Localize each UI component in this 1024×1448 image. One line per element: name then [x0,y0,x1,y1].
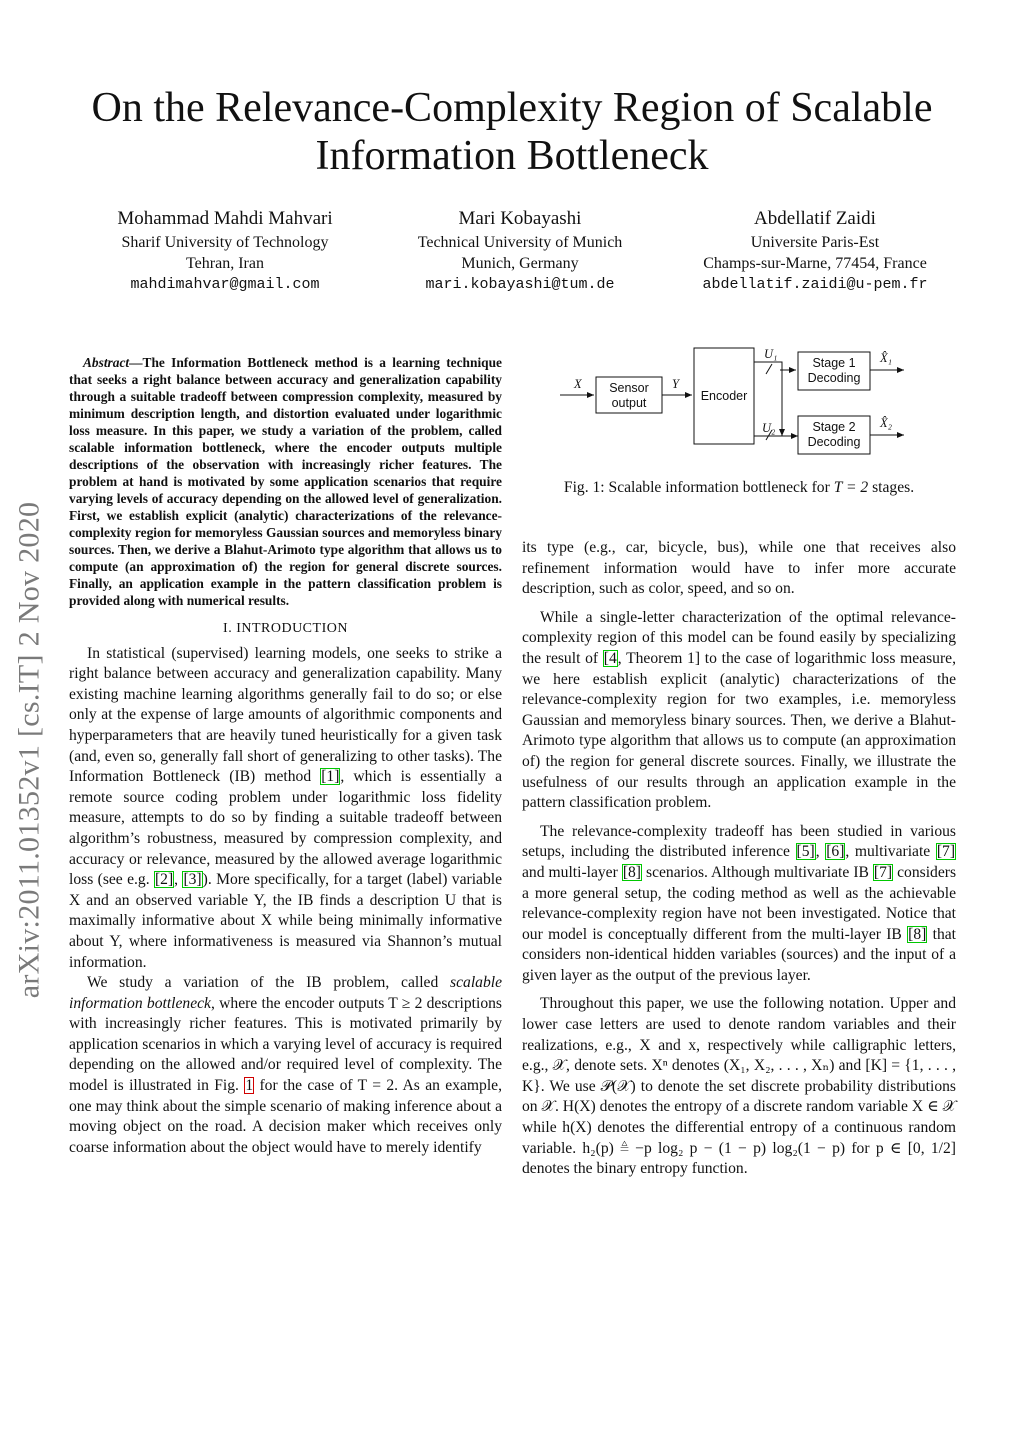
text-run: and multi-layer [522,863,622,881]
citation-link[interactable]: [8] [622,863,641,881]
abstract-text: —The Information Bottleneck method is a learning technique that seeks a right balance between accuracy and generalization capability through a suitable tradeoff between compression complexity, measured by minimum description length, and distortion evaluated under logarithmic loss measure. In this paper, we study a variation of the problem, called scalable information bottleneck, where the encoder outputs multiple descriptions of the observation with increasingly richer features. The problem at hand is motivated by some application scenarios that require varying levels of accuracy depending on the allowed level of generalization. First, we establish explicit (analytic) characterizations of the relevance-complexity region for memoryless Gaussian sources and memoryless binary sources. Then, we derive a Blahut-Arimoto type algorithm that allows us to compute (an approximation of) the region for general discrete sources. Finally, an application example in the pattern classification problem is provided along with numerical results. [69,355,502,608]
paper-title [60,84,964,180]
section-heading: I. INTRODUCTION [223,621,348,636]
author-email: mari.kobayashi@tum.de [425,276,615,293]
author-affiliation: Technical University of Munich [417,234,623,251]
citation-link[interactable]: [1] [321,768,340,786]
author-name: Mohammad Mahdi Mahvari [117,208,333,229]
figure-link[interactable]: 1 [245,1077,254,1095]
text-run: , [815,843,826,861]
author-name: Abdellatif Zaidi [754,208,876,229]
text-run: , multivariate [845,843,936,861]
author-affiliation: Universite Paris-Est [750,234,880,251]
intro-paragraph-2 [69,973,502,1158]
citation-link[interactable]: [4 [603,649,617,667]
arxiv-id: arXiv:2011.01352v1 [cs.IT] 2 Nov 2020 [12,501,46,999]
text-run: , Theorem 1] to the case of logarithmic loss measure, we here establish explicit (analytic) characterizations of the relevance-complexity region for two examples, i.e. memoryless Gaussian and memoryless binary sources. Then, we derive a Blahut-Arimoto type algorithm that allows us to compute (an approximation of) the region for general discrete sources. Finally, we illustrate the usefulness of our results through an application example in the pattern classification problem. [522,649,956,812]
citation-link[interactable]: [8] [908,925,927,943]
citation-link[interactable]: [5] [796,843,815,861]
author-2 [375,206,665,296]
text-run: considers a more general setup, the coding method as well as the achievable relevance-complexity region have not been investigated. Notice that our model is conceptually different from the multi-layer IB [522,863,957,943]
intro-paragraph-4 [522,822,956,987]
label-x: X [574,377,582,391]
emphasis: scalable information bottleneck [69,974,502,1012]
caption-variable: T = 2 [833,479,869,496]
text-run: In statistical (supervised) learning models, one seeks to strike a right balance between accuracy and generalization capability. Many existing machine learning algorithms generally fail to do so; or else only at the expense of large amounts of algorithmic components and hyperparameters that are heavily tuned heuristically for a given task (and, even so, generally fall short of generalizing to other tasks). The Information Bottleneck (IB) method [69,644,502,786]
sensor-label-1: Sensor [609,381,649,395]
citation-link[interactable]: [2] [154,871,174,889]
encoder-label: Encoder [700,389,748,403]
caption-text: stages. [868,479,915,496]
label-xhat1: X̂₁ [880,351,892,365]
author-email: mahdimahvar@gmail.com [130,276,320,293]
text-run: While a single-letter characterization of the optimal relevance-complexity region of this model can be found easily by specializing the result of [522,608,956,667]
stage1-label-1: Stage 1 [812,356,856,370]
u1-line [754,362,792,370]
text-run: The relevance-complexity tradeoff has been studied in various setups, including the distributed inference [522,822,956,861]
intro-paragraph-3 [522,608,956,814]
intro-paragraph-1 [69,644,502,974]
author-email: abdellatif.zaidi@u-pem.fr [702,276,928,293]
abstract-label: Abstract [83,355,130,370]
author-3 [670,206,960,296]
system-diagram [560,340,920,470]
u1-slash [766,364,772,374]
text-run: , where the encoder outputs T ≥ 2 descriptions with increasingly richer features. This is motivated primarily by application scenarios in which a varying level of accuracy is required depending on the allowed and/or required level of complexity. The model is illustrated in Fig. [69,994,502,1095]
text-run: for the case of T = 2. As an example, one may think about the simple scenario of making inference about a moving object on the road. A decision maker which receives only coarse information about the object would have to merely identify [69,1077,502,1156]
citation-link[interactable]: [3] [183,871,202,889]
author-affiliation: Sharif University of Technology [121,234,329,251]
text-run: ). More specifically, for a target (label) variable X and an observed variable Y, the IB finds a description U that is maximally informative about X while being minimally informative about Y, where informativeness is measured via Shannon’s mutual information. [69,871,503,971]
label-u1: U₁ [764,347,778,361]
intro-paragraph-2-cont: its type (e.g., car, bicycle, bus), while one that receives also refinement information would have to infer more accurate description, such as color, speed, and so on. [522,539,956,598]
sensor-label-2: output [611,396,647,410]
text-run: that considers non-identical hidden variables (sources) and the input of a given layer as the output of the previous layer. [522,925,956,984]
stage2-label-1: Stage 2 [812,420,856,434]
label-xhat2: X̂₂ [880,416,892,430]
left-column [69,354,502,1158]
figure-caption [522,478,956,498]
text-run: , [174,871,183,889]
author-1 [80,206,370,296]
author-city: Champs-sur-Marne, 77454, France [703,255,927,272]
text-run: We study a variation of the IB problem, called [87,974,451,992]
stage1-label-2: Decoding [807,371,861,385]
author-block [80,206,960,296]
abstract [69,354,502,609]
citation-link[interactable]: [7] [936,843,956,861]
text-run: scenarios. Although multivariate IB [642,863,873,881]
citation-link[interactable]: [7] [873,863,893,881]
text-run: , which is essentially a remote source coding problem under logarithmic loss fidelity measure, attempts to do so by finding a suitable tradeoff between algorithm’s robustness, measured by compression complexity, and accuracy or relevance, measured by the allowed average logarithmic loss (see e.g. [69,768,502,889]
notation-paragraph: Throughout this paper, we use the following notation. Upper and lower case letters are used to denote random variables and their realizations, e.g., X and x, respectively while calligraphic letters, e.g., 𝒳, denote sets. Xⁿ denotes (X₁, X₂, . . . , Xₙ) and [K] = {1, . . . , K}. We use 𝒫(𝒳) to denote the set discrete probability distributions on 𝒳. H(X) denotes the entropy of a discrete random variable X ∈ 𝒳 while h(X) denotes the differential entropy of a continuous random variable. h₂(p) ≜ −p log₂ p − (1 − p) log₂(1 − p) for p ∈ [0, 1/2] denotes the binary entropy function. [522,995,956,1178]
author-name: Mari Kobayashi [458,208,582,229]
citation-link[interactable]: [6] [826,843,845,861]
arxiv-stamp [8,460,50,1040]
label-u2: U₂ [762,421,776,435]
right-column [522,538,956,1180]
stage2-label-2: Decoding [807,435,861,449]
author-city: Munich, Germany [461,255,579,272]
title-line-2: Information Bottleneck [315,133,709,179]
caption-text: Fig. 1: Scalable information bottleneck for [563,479,834,496]
author-city: Tehran, Iran [186,255,264,272]
title-line-1: On the Relevance-Complexity Region of Scalable [91,85,933,131]
label-y: Y [672,377,679,391]
